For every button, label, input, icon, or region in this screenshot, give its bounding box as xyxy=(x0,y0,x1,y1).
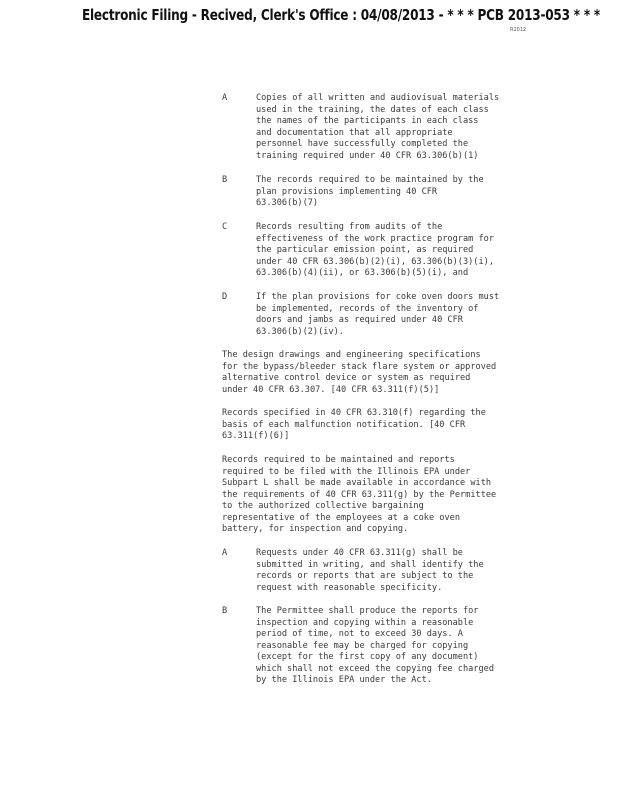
text-line: personnel have successfully completed the xyxy=(256,139,469,149)
paragraph-records-availability xyxy=(222,455,496,536)
text-line: request with reasonable specificity. xyxy=(256,582,443,593)
text-line: under 40 CFR 63.307. [40 CFR 63.311(f)(5)] xyxy=(222,384,440,395)
item-text xyxy=(256,93,499,162)
text-line: Records specified in 40 CFR 63.310(f) regarding the xyxy=(222,408,486,418)
item-letter: D xyxy=(222,292,228,302)
item-letter: B xyxy=(222,606,228,616)
text-line: be implemented, records of the inventory of xyxy=(256,303,479,314)
text-line: The design drawings and engineering specifications xyxy=(222,350,481,360)
text-line: effectiveness of the work practice program for xyxy=(256,233,494,244)
text-line: Requests under 40 CFR 63.311(g) shall be xyxy=(256,548,463,558)
text-line: 63.306(b)(7) xyxy=(256,198,319,208)
text-line: required to be filed with the Illinois EPA under xyxy=(222,466,471,477)
text-line: Records required to be maintained and reports xyxy=(222,455,455,465)
filing-header: Electronic Filing - Recived, Clerk's Office : 04/08/2013 - * * * PCB 2013-053 * * * xyxy=(82,6,600,24)
page-stamp: R2012 xyxy=(510,27,527,33)
item-letter: A xyxy=(222,93,228,103)
text-line: basis of each malfunction notification. [40 CFR xyxy=(222,419,466,430)
item-text xyxy=(256,292,499,338)
item-text xyxy=(256,222,494,280)
item-text xyxy=(256,175,484,210)
text-line: (except for the first copy of any document) xyxy=(256,652,479,662)
text-line: the requirements of 40 CFR 63.311(g) by the Permittee xyxy=(222,489,497,500)
text-line: submitted in writing, and shall identify the xyxy=(256,559,484,570)
list-item-c xyxy=(222,222,494,278)
text-line: 63.306(b)(4)(ii), or 63.306(b)(5)(i), and xyxy=(256,268,469,278)
item-letter: A xyxy=(222,548,228,558)
text-line: to the authorized collective bargaining xyxy=(222,501,424,511)
text-line: 63.311(f)(6)] xyxy=(222,431,290,441)
text-line: period of time, not to exceed 30 days. A xyxy=(256,629,463,639)
list-item-d xyxy=(222,292,500,338)
item-letter: B xyxy=(222,175,228,185)
list-item-a xyxy=(222,93,500,161)
text-line: reasonable fee may be charged for copying xyxy=(256,640,469,651)
item-text xyxy=(256,548,484,594)
text-line: representative of the employees at a coke oven xyxy=(222,512,460,523)
paragraph-design-drawings xyxy=(222,350,496,396)
text-line: Subpart L shall be made available in accordance with xyxy=(222,478,492,488)
paragraph-malfunction-records xyxy=(222,408,486,443)
text-line: and documentation that all appropriate xyxy=(256,127,453,138)
text-line: 63.306(b)(2)(iv). xyxy=(256,326,344,337)
text-line: The Permittee shall produce the reports for xyxy=(256,606,479,616)
text-line: plan provisions implementing 40 CFR xyxy=(256,186,438,197)
text-line: the particular emission point, as required xyxy=(256,245,474,255)
text-line: which shall not exceed the copying fee charged xyxy=(256,663,494,674)
text-line: for the bypass/bleeder stack flare system or approved xyxy=(222,361,497,372)
text-line: Copies of all written and audiovisual materials xyxy=(256,93,500,103)
text-line: alternative control device or system as required xyxy=(222,373,471,383)
list-item-a xyxy=(222,548,484,594)
text-line: under 40 CFR 63.306(b)(2)(i), 63.306(b)(3)(i), xyxy=(256,256,494,267)
text-line: If the plan provisions for coke oven doors must xyxy=(256,292,500,302)
text-line: used in the training, the dates of each class xyxy=(256,104,489,115)
item-letter: C xyxy=(222,222,228,232)
text-line: battery, for inspection and copying. xyxy=(222,524,409,534)
text-line: The records required to be maintained by the xyxy=(256,175,484,185)
text-line: records or reports that are subject to the xyxy=(256,571,474,581)
item-text xyxy=(256,606,494,687)
text-line: inspection and copying within a reasonable xyxy=(256,617,474,628)
text-line: by the Illinois EPA under the Act. xyxy=(256,675,432,685)
list-item-b xyxy=(222,606,494,685)
text-line: training required under 40 CFR 63.306(b)(1) xyxy=(256,150,479,161)
list-item-b xyxy=(222,175,484,221)
text-line: doors and jambs as required under 40 CFR xyxy=(256,315,463,325)
text-line: Records resulting from audits of the xyxy=(256,222,443,232)
text-line: the names of the participants in each class xyxy=(256,116,479,126)
